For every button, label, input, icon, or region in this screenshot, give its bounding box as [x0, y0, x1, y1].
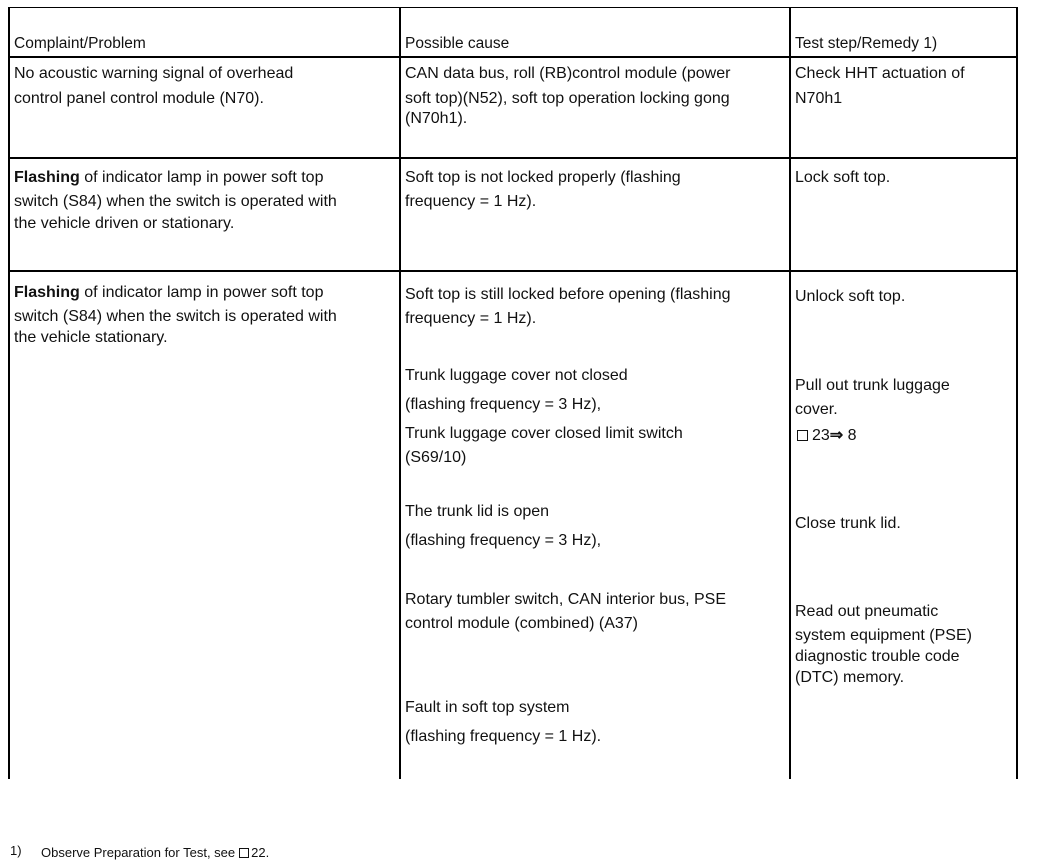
row2-cause-line2: frequency = 1 Hz).: [405, 193, 537, 210]
header-possible-cause: Possible cause: [405, 35, 510, 52]
row1-remedy-line2: N70h1: [795, 90, 843, 107]
row3-complaint-line1: [14, 281, 323, 304]
row3-cause4-line2: control module (combined) (A37): [405, 615, 638, 632]
footnote-marker: 1): [10, 843, 22, 858]
header-remedy: Test step/Remedy 1): [795, 35, 938, 52]
row3-remedy4-line4: (DTC) memory.: [795, 669, 905, 686]
table-left-border: [8, 7, 10, 779]
row3-remedy1-line1: Unlock soft top.: [795, 288, 906, 305]
page-ref-icon: [797, 430, 808, 441]
row3-cause5-line2: (flashing frequency = 1 Hz).: [405, 728, 602, 745]
row2-complaint-line3: the vehicle driven or stationary.: [14, 215, 235, 232]
row3-cause2-line1: Trunk luggage cover not closed: [405, 367, 628, 384]
row3-complaint-rest: of indicator lamp in power soft top: [79, 284, 324, 301]
row2-complaint-bold: Flashing: [14, 169, 80, 186]
table-right-border: [1016, 7, 1018, 779]
row3-remedy3-line1: Close trunk lid.: [795, 515, 901, 532]
row1-complaint-line2: control panel control module (N70).: [14, 90, 264, 107]
row2-bottom-border: [8, 270, 1017, 272]
column-divider-1: [399, 7, 401, 779]
row3-cause3-line1: The trunk lid is open: [405, 503, 550, 520]
row2-cause-line1: Soft top is not locked properly (flashing: [405, 169, 681, 186]
row3-complaint-line3: the vehicle stationary.: [14, 329, 168, 346]
remedy-ref-page: 23: [812, 427, 830, 444]
row1-cause-line2: soft top)(N52), soft top operation locking gong: [405, 90, 730, 107]
row3-remedy2-line1: Pull out trunk luggage: [795, 377, 950, 394]
row3-cause1-line1: Soft top is still locked before opening (flashing: [405, 286, 731, 303]
row3-cause5-line1: Fault in soft top system: [405, 699, 570, 716]
remedy-ref-target: 8: [847, 427, 857, 444]
row3-cause2-line4: (S69/10): [405, 449, 467, 466]
row3-cause2-line2: (flashing frequency = 3 Hz),: [405, 396, 602, 413]
footnote-text: [41, 845, 269, 860]
row1-complaint-line1: No acoustic warning signal of overhead: [14, 65, 294, 82]
row3-cause2-line3: Trunk luggage cover closed limit switch: [405, 425, 683, 442]
header-bottom-border: [8, 56, 1017, 58]
row3-cause4-line1: Rotary tumbler switch, CAN interior bus, PSE: [405, 591, 726, 608]
right-arrow-icon: ⇒: [829, 427, 844, 444]
row3-complaint-bold: Flashing: [14, 284, 80, 301]
row1-bottom-border: [8, 157, 1017, 159]
row3-remedy4-line1: Read out pneumatic: [795, 603, 939, 620]
row1-cause-line3: (N70h1).: [405, 110, 468, 127]
row2-complaint-line2: switch (S84) when the switch is operated with: [14, 193, 337, 210]
row1-cause-line1: CAN data bus, roll (RB)control module (power: [405, 65, 731, 82]
header-complaint: Complaint/Problem: [14, 35, 146, 52]
column-divider-2: [789, 7, 791, 779]
row3-complaint-line2: switch (S84) when the switch is operated with: [14, 308, 337, 325]
row2-remedy-line1: Lock soft top.: [795, 169, 891, 186]
row3-remedy4-line2: system equipment (PSE): [795, 627, 972, 644]
row2-complaint-line1: [14, 166, 323, 189]
footnote-label: Observe Preparation for Test, see: [41, 845, 236, 860]
row3-remedy4-line3: diagnostic trouble code: [795, 648, 960, 665]
row3-cause1-line2: frequency = 1 Hz).: [405, 310, 537, 327]
row2-complaint-rest: of indicator lamp in power soft top: [79, 169, 324, 186]
table-top-border: [8, 7, 1017, 8]
row3-cause3-line2: (flashing frequency = 3 Hz),: [405, 532, 602, 549]
row1-remedy-line1: Check HHT actuation of: [795, 65, 965, 82]
row3-remedy2-line2: cover.: [795, 401, 838, 418]
page-ref-icon: [239, 848, 249, 858]
row3-remedy2-ref[interactable]: [797, 424, 857, 447]
footnote-page[interactable]: 22.: [251, 845, 270, 860]
